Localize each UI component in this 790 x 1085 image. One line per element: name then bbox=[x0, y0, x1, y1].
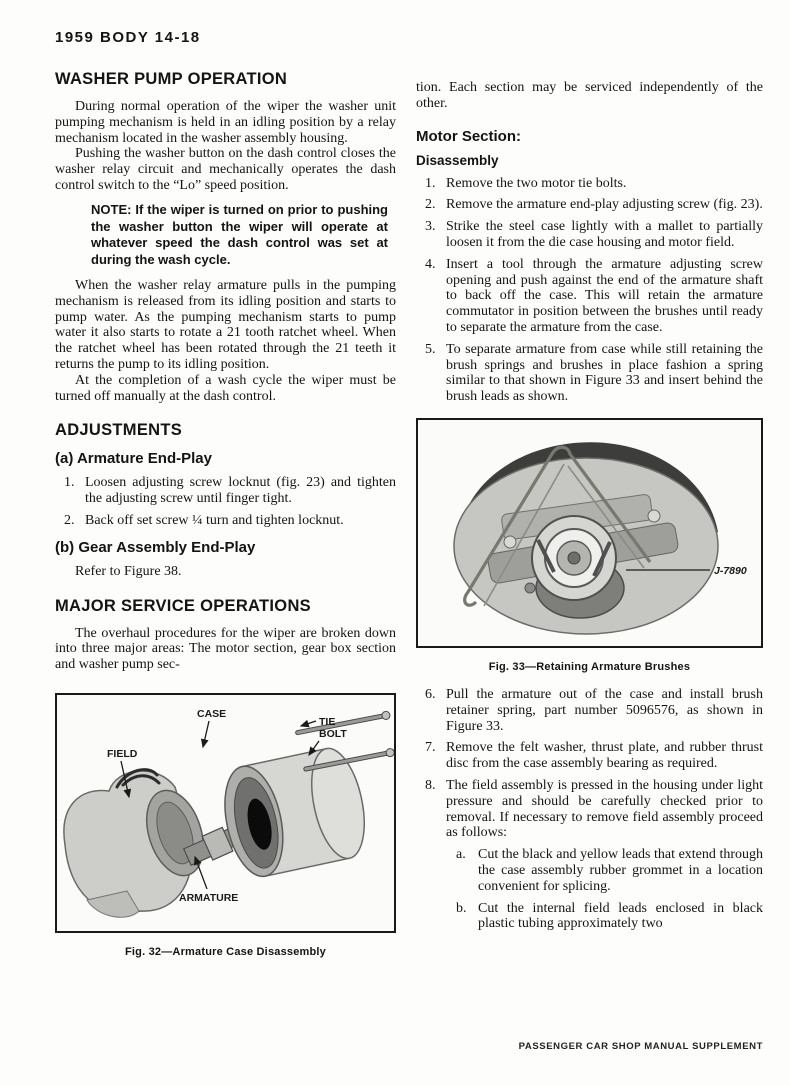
item-number: 2. bbox=[64, 512, 75, 528]
list-item bbox=[416, 197, 763, 213]
item-text: Remove the two motor tie bolts. bbox=[446, 175, 627, 191]
paragraph: When the washer relay armature pulls in the pumping mechanism is released from its idling position and starts to pump water. As the pumping mechanism starts to pump water it also starts to rotate a 21 tooth ratchet wheel. When the ratchet wheel has been rotated through the 21 teeth it returns the pump to its idling position. bbox=[55, 277, 396, 372]
list-item bbox=[416, 219, 763, 251]
subsection-title-armature-end-play: (a) Armature End-Play bbox=[55, 450, 212, 468]
list-item bbox=[416, 778, 763, 841]
figure-33-caption: Fig. 33—Retaining Armature Brushes bbox=[488, 660, 691, 673]
item-number: 1. bbox=[425, 175, 436, 191]
case-arrow bbox=[203, 721, 209, 747]
sub-list-item bbox=[456, 847, 763, 894]
subsection-title-gear-assembly-end-play: (b) Gear Assembly End-Play bbox=[55, 538, 256, 556]
item-number: 1. bbox=[64, 475, 75, 491]
list-item bbox=[416, 176, 763, 192]
paragraph: The overhaul procedures for the wiper are broken down into three major areas: The motor section, gear box section and washer pump sec- bbox=[55, 625, 396, 673]
armature-label: ARMATURE bbox=[179, 891, 239, 904]
item-number: 3. bbox=[425, 219, 436, 235]
armature-case-disassembly-diagram bbox=[57, 695, 394, 927]
page-footer: PASSENGER CAR SHOP MANUAL SUPPLEMENT bbox=[518, 1041, 763, 1052]
item-letter: a. bbox=[456, 847, 466, 863]
item-text: Insert a tool through the armature adjusting screw opening and push against the end of the armature shaft to back off the case. This will retain the armature commutator in position between the brushes until ready to separate the armature from the case. bbox=[446, 256, 763, 335]
paragraph: At the completion of a wash cycle the wiper must be turned off manually at the dash control. bbox=[55, 372, 396, 404]
list-item bbox=[55, 513, 396, 529]
sub-list-item bbox=[456, 901, 763, 933]
ordered-list bbox=[416, 176, 763, 405]
item-number: 4. bbox=[425, 256, 436, 272]
item-text: Remove the felt washer, thrust plate, and rubber thrust disc from the case assembly bearing as required. bbox=[446, 740, 763, 772]
paragraph-continuation: tion. Each section may be serviced independently of the other. bbox=[416, 80, 763, 111]
item-number: 6. bbox=[425, 686, 436, 702]
note-block: NOTE: If the wiper is turned on prior to pushing the washer button the wiper will operate at whatever speed the dash control was set at during the wash cycle. bbox=[91, 201, 388, 268]
ordered-list bbox=[55, 475, 396, 528]
case-drum bbox=[216, 744, 373, 882]
item-text: Loosen adjusting screw locknut (fig. 23) and tighten the adjusting screw until finger tight. bbox=[85, 475, 396, 507]
tool-number-label: J-7890 bbox=[714, 564, 747, 577]
item-number: 7. bbox=[425, 740, 436, 756]
item-text: The field assembly is pressed in the housing under light pressure and should be carefully checked prior to removal. If necessary to remove field assembly proceed as follows: bbox=[446, 777, 763, 841]
section-title-washer-pump: WASHER PUMP OPERATION bbox=[55, 70, 288, 88]
item-text: Pull the armature out of the case and install brush retainer spring, part number 5096576, as shown in Figure 33. bbox=[446, 686, 763, 734]
figure-32-caption: Fig. 32—Armature Case Disassembly bbox=[124, 945, 327, 958]
figure-33 bbox=[416, 418, 763, 648]
list-item bbox=[55, 475, 396, 507]
figure-32 bbox=[55, 693, 396, 933]
tie-bolt-label-line2: BOLT bbox=[319, 727, 347, 740]
tie-bolt-label-line1: TIE bbox=[319, 715, 336, 728]
item-number: 8. bbox=[425, 777, 436, 793]
right-column bbox=[416, 80, 763, 938]
item-text: Remove the armature end-play adjusting screw (fig. 23). bbox=[446, 197, 763, 213]
item-number: 2. bbox=[425, 197, 436, 213]
item-letter: b. bbox=[456, 900, 467, 916]
section-title-adjustments: ADJUSTMENTS bbox=[55, 421, 183, 440]
item-text: Cut the black and yellow leads that extend through the case assembly rubber grommet in a location convenient for splicing. bbox=[478, 847, 763, 894]
list-item bbox=[416, 257, 763, 336]
list-item bbox=[416, 342, 763, 405]
section-title-major-service: MAJOR SERVICE OPERATIONS bbox=[55, 596, 311, 615]
left-column bbox=[55, 70, 396, 958]
page-header: 1959 BODY 14-18 bbox=[55, 29, 201, 46]
case-label: CASE bbox=[197, 707, 227, 720]
motor-section-title: Motor Section: bbox=[416, 127, 521, 145]
list-item bbox=[416, 687, 763, 734]
list-item bbox=[416, 740, 763, 772]
disassembly-title: Disassembly bbox=[416, 152, 499, 168]
retaining-armature-brushes-diagram bbox=[418, 420, 761, 642]
ordered-list bbox=[416, 687, 763, 932]
paragraph: Refer to Figure 38. bbox=[75, 563, 182, 579]
item-text: Cut the internal field leads enclosed in black plastic tubing approximately two bbox=[478, 900, 763, 932]
item-text: Strike the steel case lightly with a mallet to partially loosen it from the die case housing and motor field. bbox=[446, 219, 763, 250]
field-label: FIELD bbox=[107, 747, 138, 760]
paragraph: Pushing the washer button on the dash control closes the washer relay circuit and mechanically operates the dash control switch to the “Lo” speed position. bbox=[55, 146, 396, 193]
paragraph: During normal operation of the wiper the washer unit pumping mechanism is held in an idling position by a relay mechanism located in the washer assembly housing. bbox=[55, 99, 396, 146]
item-text: To separate armature from case while still retaining the brush springs and brushes in place fashion a spring similar to that shown in Figure 33 and insert behind the brush leads as shown. bbox=[446, 341, 763, 405]
item-text: Back off set screw ¼ turn and tighten locknut. bbox=[85, 512, 344, 528]
item-number: 5. bbox=[425, 341, 436, 357]
tie-bolt-arrow-1 bbox=[301, 721, 316, 726]
